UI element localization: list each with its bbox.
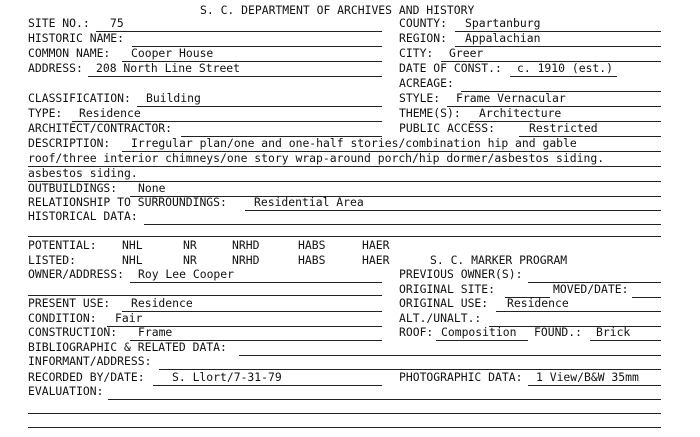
historic-name-label: HISTORIC NAME:: [28, 31, 125, 45]
classification-label: CLASSIFICATION:: [28, 91, 131, 105]
found-label: FOUND.:: [534, 325, 583, 339]
roof-label: ROOF:: [399, 325, 434, 339]
recorded-by-label: RECORDED BY/DATE:: [28, 370, 145, 384]
listed-haer: HAER: [362, 253, 390, 267]
relationship-value: Residential Area: [254, 195, 364, 209]
construction-value: Frame: [138, 325, 173, 339]
city-label: CITY:: [399, 46, 434, 60]
listed-nhl: NHL: [122, 253, 143, 267]
date-const-value: c. 1910 (est.): [517, 61, 614, 75]
region-label: REGION:: [399, 31, 448, 45]
public-access-label: PUBLIC ACCESS:: [399, 121, 496, 135]
region-value: Appalachian: [465, 31, 541, 45]
common-name-label: COMMON NAME:: [28, 46, 111, 60]
county-label: COUNTY:: [399, 16, 448, 30]
moved-date-label: MOVED/DATE:: [553, 282, 629, 296]
potential-nr: NR: [183, 238, 197, 252]
condition-label: CONDITION:: [28, 311, 97, 325]
potential-label: POTENTIAL:: [28, 238, 97, 252]
county-value: Spartanburg: [465, 16, 541, 30]
original-site-label: ORIGINAL SITE:: [399, 282, 496, 296]
outbuildings-value: None: [138, 181, 166, 195]
type-value: Residence: [79, 106, 141, 120]
listed-habs: HABS: [298, 253, 326, 267]
relationship-label: RELATIONSHIP TO SURROUNDINGS:: [28, 195, 227, 209]
evaluation-label: EVALUATION:: [28, 384, 104, 398]
bibliographic-label: BIBLIOGRAPHIC & RELATED DATA:: [28, 340, 227, 354]
present-use-label: PRESENT USE:: [28, 296, 111, 310]
condition-value: Fair: [115, 311, 143, 325]
found-value: Brick: [596, 325, 631, 339]
common-name-value: Cooper House: [131, 46, 214, 60]
informant-label: INFORMANT/ADDRESS:: [28, 354, 152, 368]
roof-value: Composition: [441, 325, 517, 339]
style-label: STYLE:: [399, 91, 441, 105]
photographic-value: 1 View/B&W 35mm: [536, 370, 639, 384]
description-line-2: roof/three interior chimneys/one story wrap-around porch/hip dormer/asbestos siding.: [28, 151, 605, 165]
alt-unalt-label: ALT./UNALT.:: [399, 311, 482, 325]
marker-program: S. C. MARKER PROGRAM: [430, 253, 568, 267]
address-label: ADDRESS:: [28, 61, 83, 75]
potential-haer: HAER: [362, 238, 390, 252]
construction-label: CONSTRUCTION:: [28, 325, 118, 339]
potential-nhl: NHL: [122, 238, 143, 252]
architect-label: ARCHITECT/CONTRACTOR:: [28, 121, 173, 135]
classification-value: Building: [146, 91, 201, 105]
site-no-value: 75: [110, 16, 124, 30]
listed-nrhd: NRHD: [232, 253, 260, 267]
present-use-value: Residence: [131, 296, 193, 310]
owner-value: Roy Lee Cooper: [138, 267, 235, 281]
owner-label: OWNER/ADDRESS:: [28, 267, 125, 281]
site-no-label: SITE NO.:: [28, 16, 90, 30]
public-access-value: Restricted: [529, 121, 598, 135]
recorded-by-value: S. Llort/7-31-79: [172, 370, 282, 384]
potential-nrhd: NRHD: [232, 238, 260, 252]
original-use-label: ORIGINAL USE:: [399, 296, 489, 310]
themes-value: Architecture: [479, 106, 562, 120]
style-value: Frame Vernacular: [456, 91, 566, 105]
address-value: 208 North Line Street: [96, 61, 241, 75]
description-line-1: Irregular plan/one and one-half stories/combination hip and gable: [131, 136, 577, 150]
city-value: Greer: [449, 46, 484, 60]
type-label: TYPE:: [28, 106, 63, 120]
photographic-label: PHOTOGRAPHIC DATA:: [399, 370, 523, 384]
description-label: DESCRIPTION:: [28, 136, 111, 150]
historical-data-label: HISTORICAL DATA:: [28, 209, 138, 223]
themes-label: THEME(S):: [399, 106, 461, 120]
date-const-label: DATE OF CONST.:: [399, 61, 502, 75]
listed-nr: NR: [183, 253, 197, 267]
potential-habs: HABS: [298, 238, 326, 252]
listed-label: LISTED:: [28, 253, 77, 267]
previous-owner-label: PREVIOUS OWNER(S):: [399, 267, 523, 281]
outbuildings-label: OUTBUILDINGS:: [28, 181, 118, 195]
original-use-value: Residence: [507, 296, 569, 310]
acreage-label: ACREAGE:: [399, 76, 454, 90]
description-line-3: asbestos siding.: [28, 166, 138, 180]
form-header: S. C. DEPARTMENT OF ARCHIVES AND HISTORY: [200, 3, 475, 17]
